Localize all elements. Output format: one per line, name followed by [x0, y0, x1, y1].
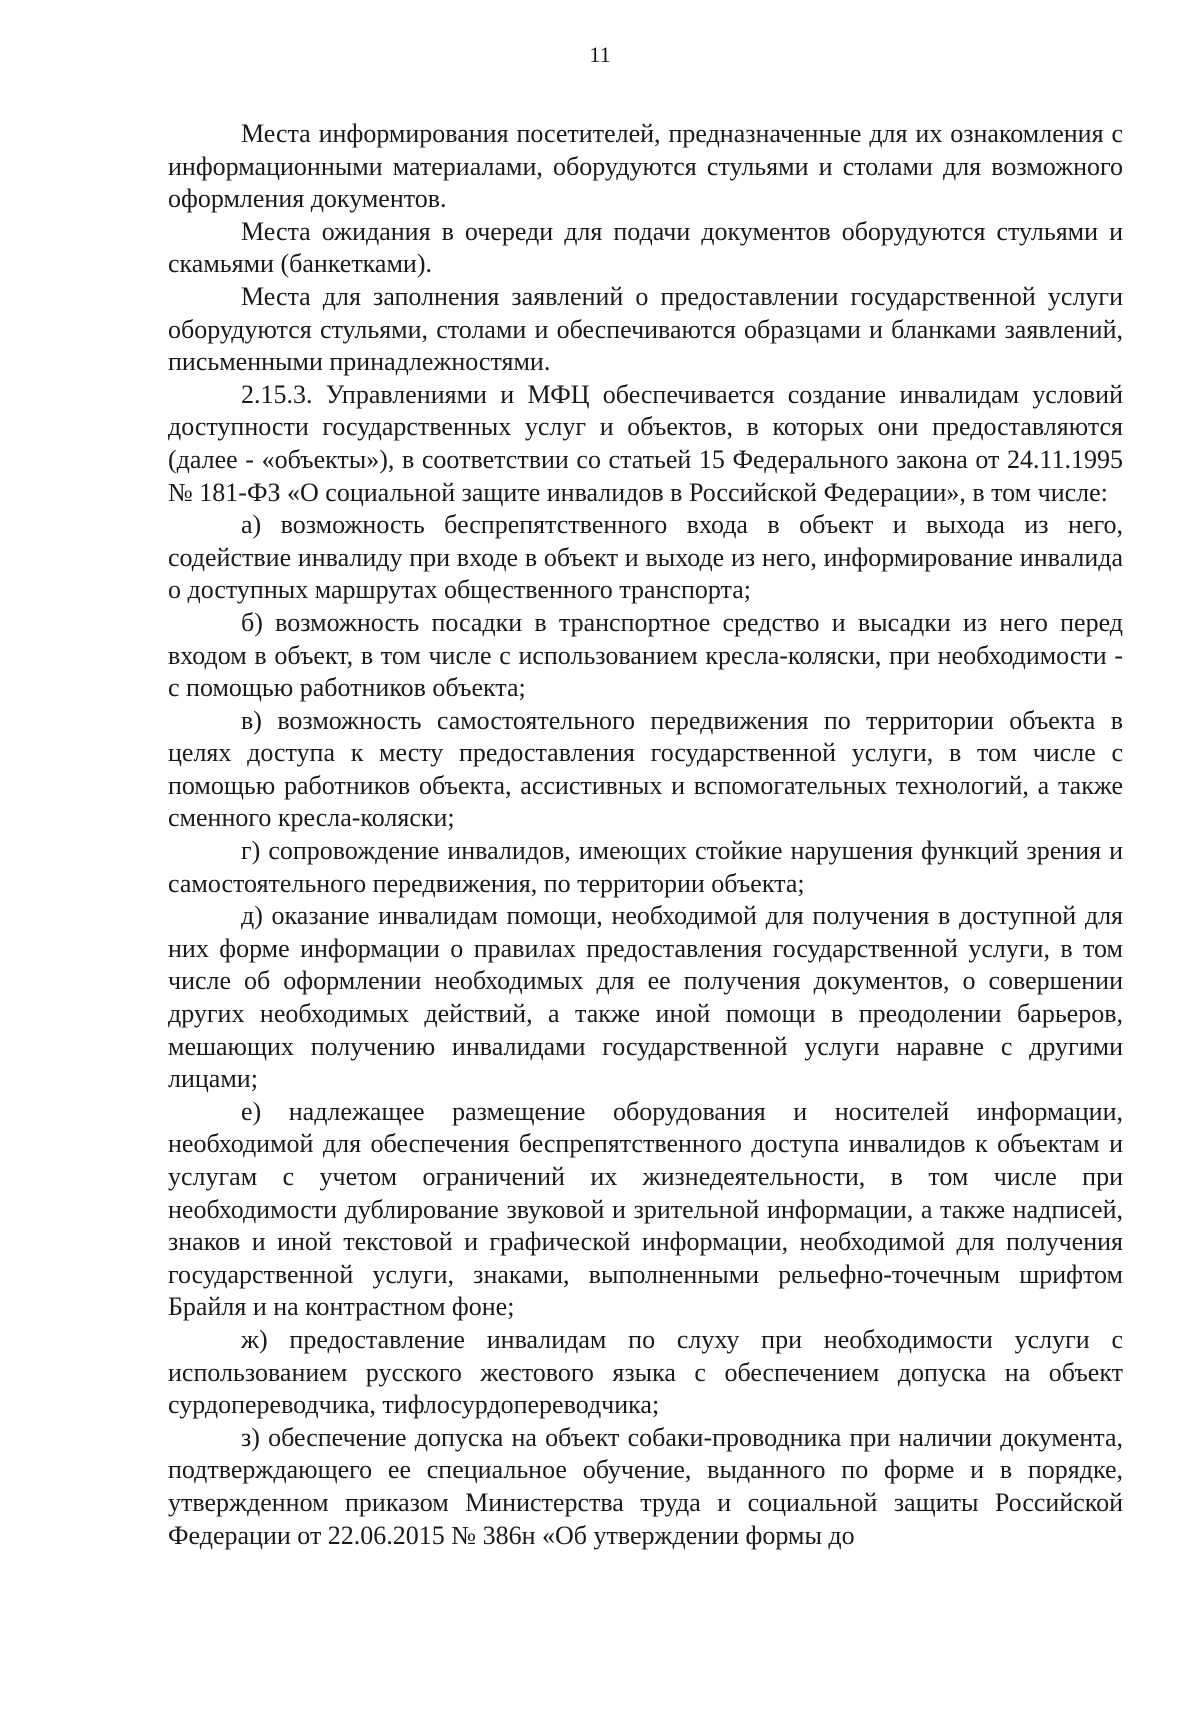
- paragraph-application-places: Места для заполнения заявлений о предоставлении государственной услуги оборудуются стульями, столами и обеспечиваются образцами и бланками заявлений, письменными принадлежностями.: [168, 281, 1123, 377]
- list-item-e: е) надлежащее размещение оборудования и носителей информации, необходимой для обеспечения беспрепятственного доступа инвалидов к объектам и услугам с учетом ограничений их жизнедеятельности, в том числе при необходимости дублирование звуковой и зрительной информации, а также надписей, знаков и иной текстовой и графической информации, необходимой для получения государственной услуги, знаками, выполненными рельефно-точечным шрифтом Брайля и на контрастном фоне;: [168, 1096, 1123, 1322]
- list-item-b: б) возможность посадки в транспортное средство и высадки из него перед входом в объект, в том числе с использованием кресла-коляски, при необходимости - с помощью работников объекта;: [168, 607, 1123, 703]
- list-item-v: в) возможность самостоятельного передвижения по территории объекта в целях доступа к месту предоставления государственной услуги, в том числе с помощью работников объекта, ассистивных и вспомогательных технологий, а также сменного кресла-коляски;: [168, 705, 1123, 833]
- paragraph-2-15-3: 2.15.3. Управлениями и МФЦ обеспечивается создание инвалидам условий доступности государственных услуг и объектов, в которых они предоставляются (далее - «объекты»), в соответствии со статьей 15 Федерального закона от 24.11.1995 № 181-ФЗ «О социальной защите инвалидов в Российской Федерации», в том числе:: [168, 379, 1123, 507]
- document-body: [168, 118, 1123, 1552]
- paragraph-info-places: Места информирования посетителей, предназначенные для их ознакомления с информационными материалами, оборудуются стульями и столами для возможного оформления документов.: [168, 119, 1123, 214]
- list-item-a: а) возможность беспрепятственного входа в объект и выхода из него, содействие инвалиду при входе в объект и выходе из него, информирование инвалида о доступных маршрутах общественного транспорта;: [168, 510, 1123, 605]
- list-item-z: з) обеспечение допуска на объект собаки-проводника при наличии документа, подтверждающего ее специальное обучение, выданного по форме и в порядке, утвержденном приказом Министерства труда и социальной защиты Российской Федерации от 22.06.2015 № 386н «Об утверждении формы до: [168, 1422, 1123, 1550]
- paragraph-waiting-places: Места ожидания в очереди для подачи документов оборудуются стульями и скамьями (банкетками).: [168, 216, 1123, 279]
- list-item-d: д) оказание инвалидам помощи, необходимой для получения в доступной для них форме информации о правилах предоставления государственной услуги, в том числе об оформлении необходимых для ее получения документов, о совершении других необходимых действий, а также иной помощи в преодолении барьеров, мешающих получению инвалидами государственной услуги наравне с другими лицами;: [168, 901, 1123, 1094]
- list-item-zh: ж) предоставление инвалидам по слуху при необходимости услуги с использованием русского жестового языка с обеспечением допуска на объект сурдопереводчика, тифлосурдопереводчика;: [168, 1324, 1123, 1420]
- list-item-g: г) сопровождение инвалидов, имеющих стойкие нарушения функций зрения и самостоятельного передвижения, по территории объекта;: [168, 836, 1123, 898]
- page-number: 11: [589, 42, 611, 67]
